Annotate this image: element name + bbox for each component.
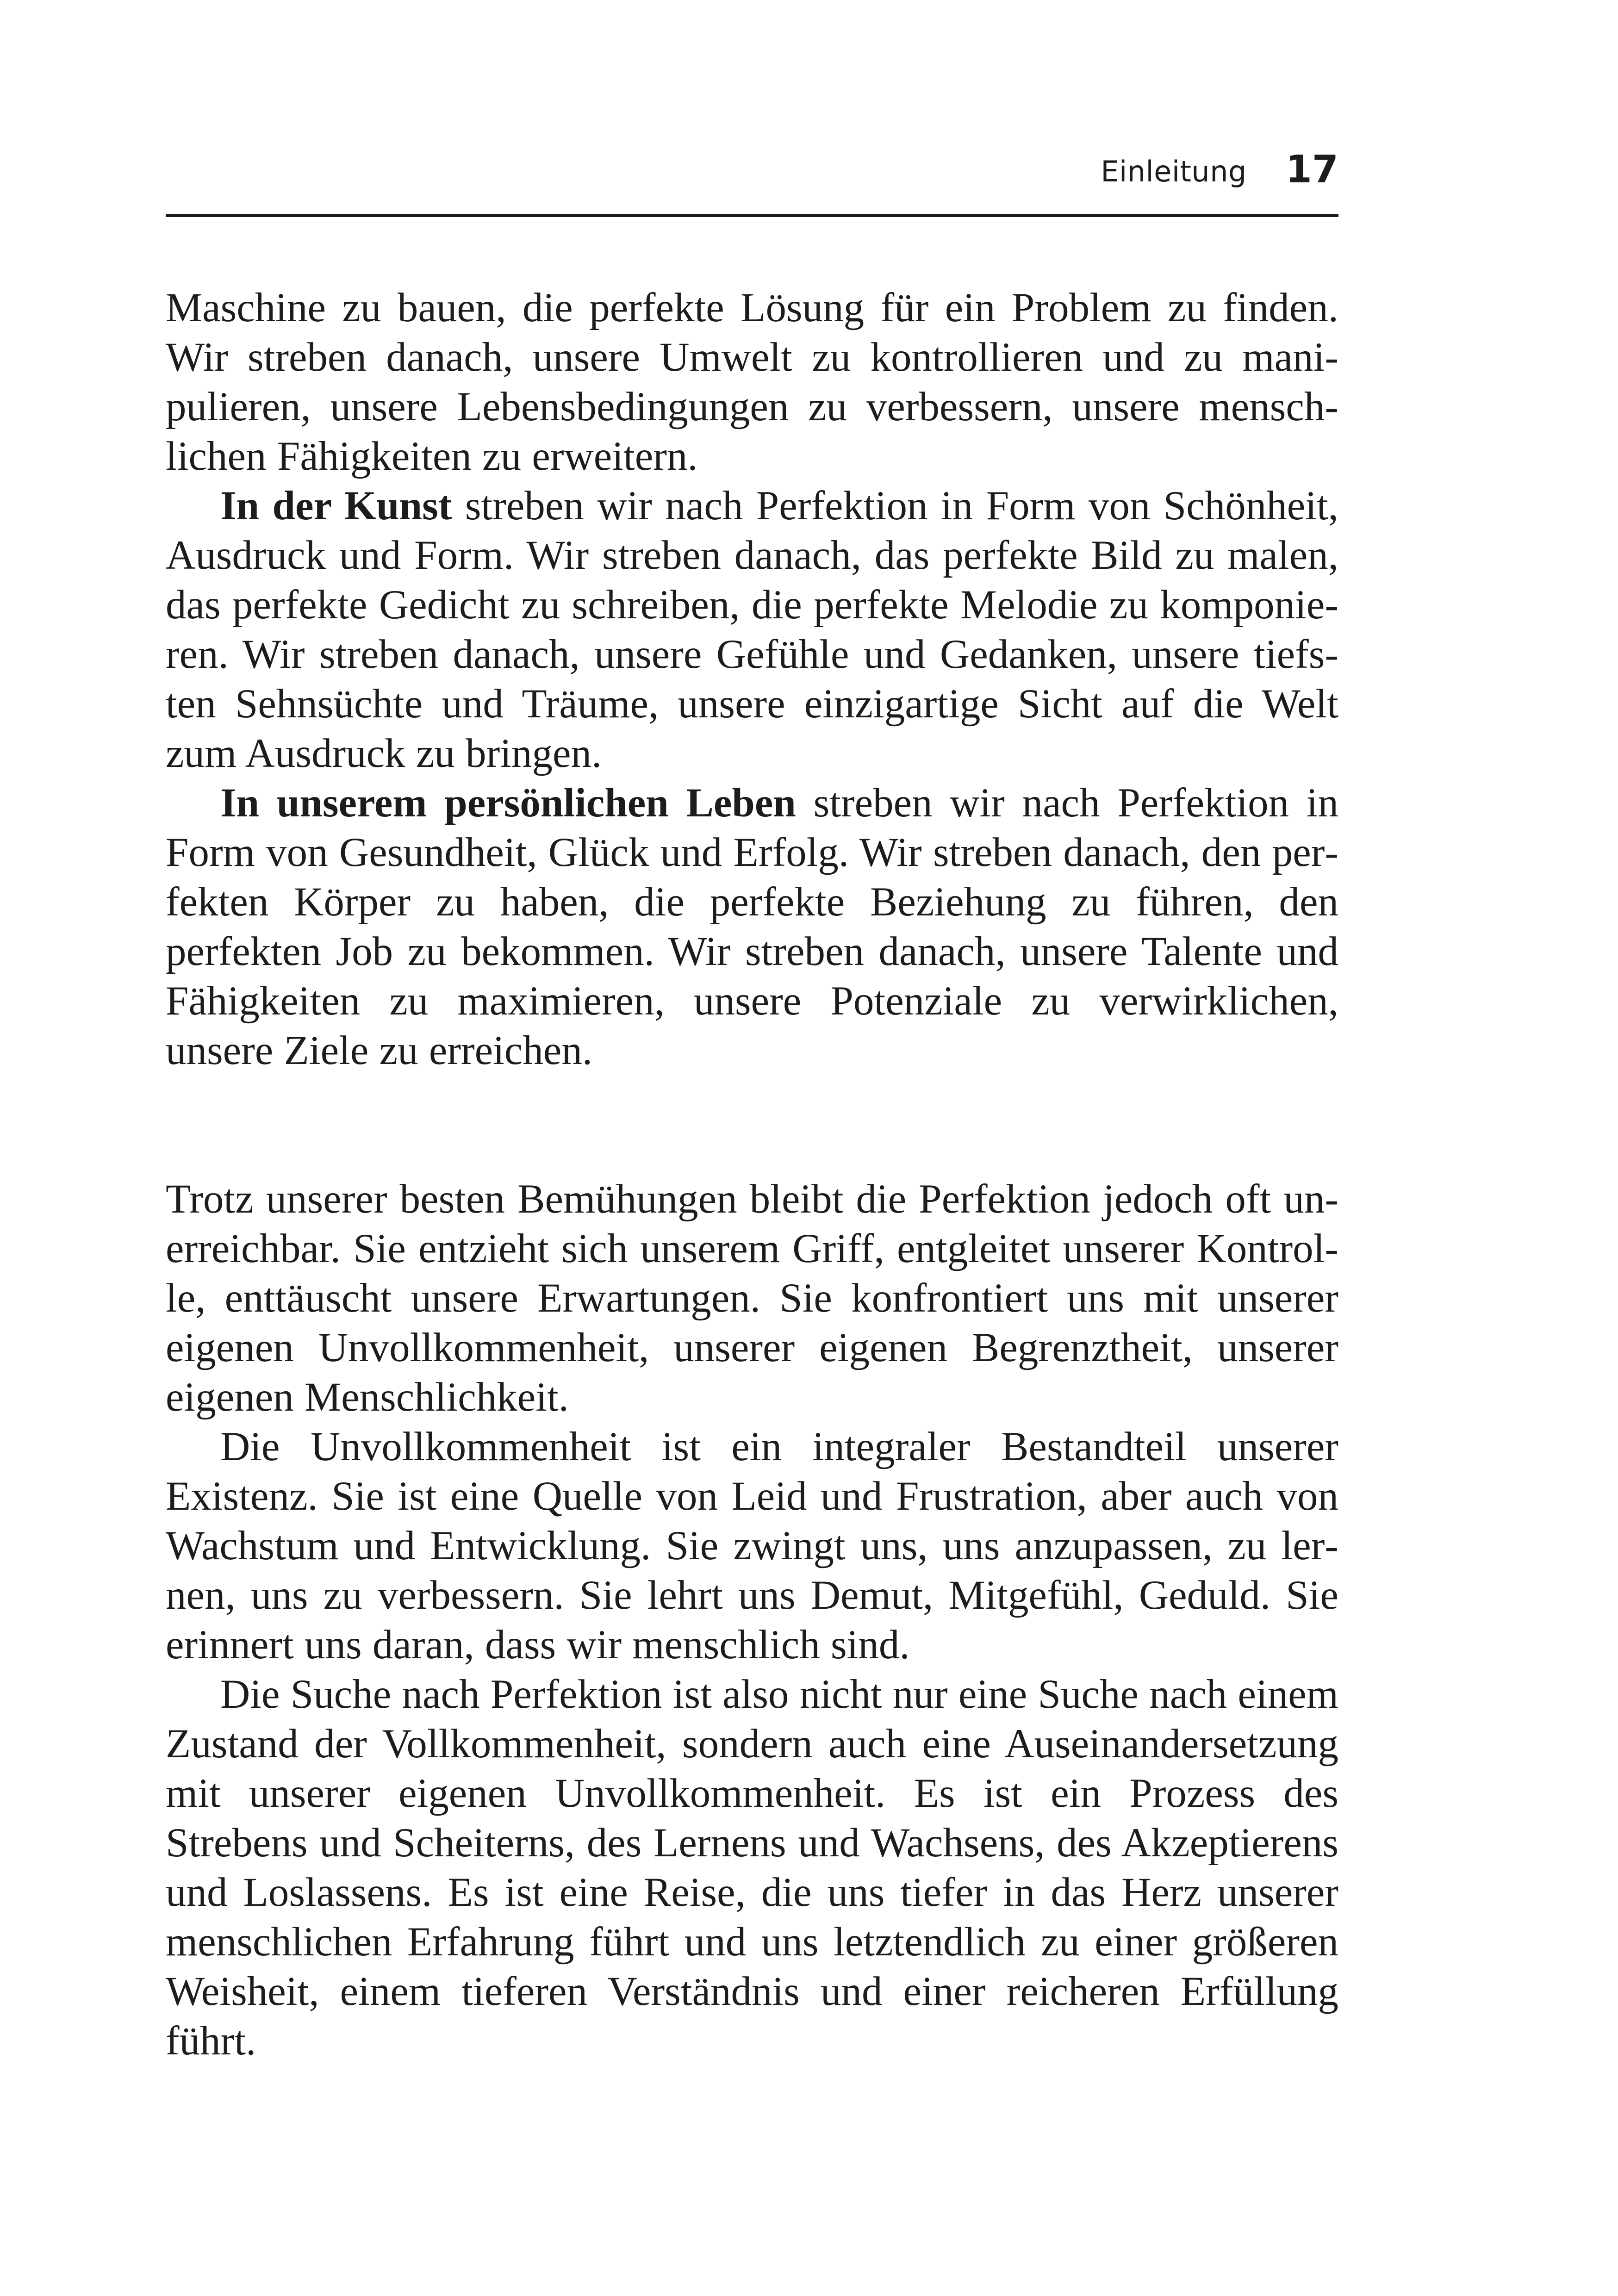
paragraph-text: streben wir nach Perfektion in Form von Gesundheit, Glück und Erfolg. Wir streben danach, den perfekten Körper zu haben, die perfekte Beziehung zu führen, den perfekten Job zu bekommen. Wir streben danach, unsere Talente und Fähigkeiten zu maximieren, unsere Potenziale zu verwirklichen, unsere Ziele zu erreichen.: [166, 780, 1338, 1073]
paragraph-personal-life: [166, 778, 1338, 1076]
paragraph-text: Trotz unserer besten Bemühungen bleibt die Perfektion jedoch oft unerreichbar. Sie entzieht sich unserem Griff, entgleitet unserer Kontrolle, enttäuscht unsere Erwartungen. Sie konfrontiert uns mit unserer eigenen Unvollkommenheit, unserer eigenen Begrenztheit, unserer eigenen Menschlichkeit.: [166, 1176, 1338, 1420]
paragraph-text: streben wir nach Perfektion in Form von Schönheit, Ausdruck und Form. Wir streben danach, das perfekte Bild zu malen, das perfekte Gedicht zu schreiben, die perfekte Melodie zu komponieren. Wir streben danach, unsere Gefühle und Gedanken, unsere tiefsten Sehnsüchte und Träume, unsere einzigartige Sicht auf die Welt zum Ausdruck zu bringen.: [166, 483, 1338, 776]
paragraph-imperfection: [166, 1422, 1338, 1670]
header-rule: [166, 214, 1338, 217]
paragraph-art: [166, 481, 1338, 778]
paragraph-text: Die Unvollkommenheit ist ein integraler Bestandteil unserer Existenz. Sie ist eine Quelle von Leid und Frustration, aber auch von Wachstum und Entwicklung. Sie zwingt uns, uns anzupassen, zu lernen, uns zu verbessern. Sie lehrt uns Demut, Mitgefühl, Geduld. Sie erinnert uns daran, dass wir menschlich sind.: [166, 1424, 1338, 1668]
paragraph-text: Maschine zu bauen, die perfekte Lösung für ein Problem zu finden. Wir streben danach, unsere Umwelt zu kontrollieren und zu manipulieren, unsere Lebensbedingungen zu verbessern, unsere menschlichen Fähigkeiten zu erweitern.: [166, 285, 1338, 479]
running-header: [166, 139, 1338, 190]
page-number: 17: [1285, 148, 1338, 192]
paragraph-search-for-perfection: [166, 1670, 1338, 2066]
body-text: [166, 283, 1338, 2066]
running-header-section: Einleitung: [1101, 155, 1247, 188]
paragraph-text: Die Suche nach Perfektion ist also nicht nur eine Suche nach einem Zustand der Vollkommenheit, sondern auch eine Auseinandersetzung mit unserer eigenen Unvollkommenheit. Es ist ein Prozess des Strebens und Scheiterns, des Lernens und Wachsens, des Akzeptierens und Loslassens. Es ist eine Reise, die uns tiefer in das Herz unserer menschlichen Erfahrung führt und uns letztendlich zu einer größeren Weisheit, einem tieferen Verständnis und einer reicheren Erfüllung führt.: [166, 1672, 1338, 2064]
paragraph-section-start: [166, 1175, 1338, 1422]
paragraph-continuation: [166, 283, 1338, 481]
paragraph-lead-bold: In unserem persönlichen Leben: [220, 780, 796, 826]
paragraph-lead-bold: In der Kunst: [220, 483, 452, 529]
